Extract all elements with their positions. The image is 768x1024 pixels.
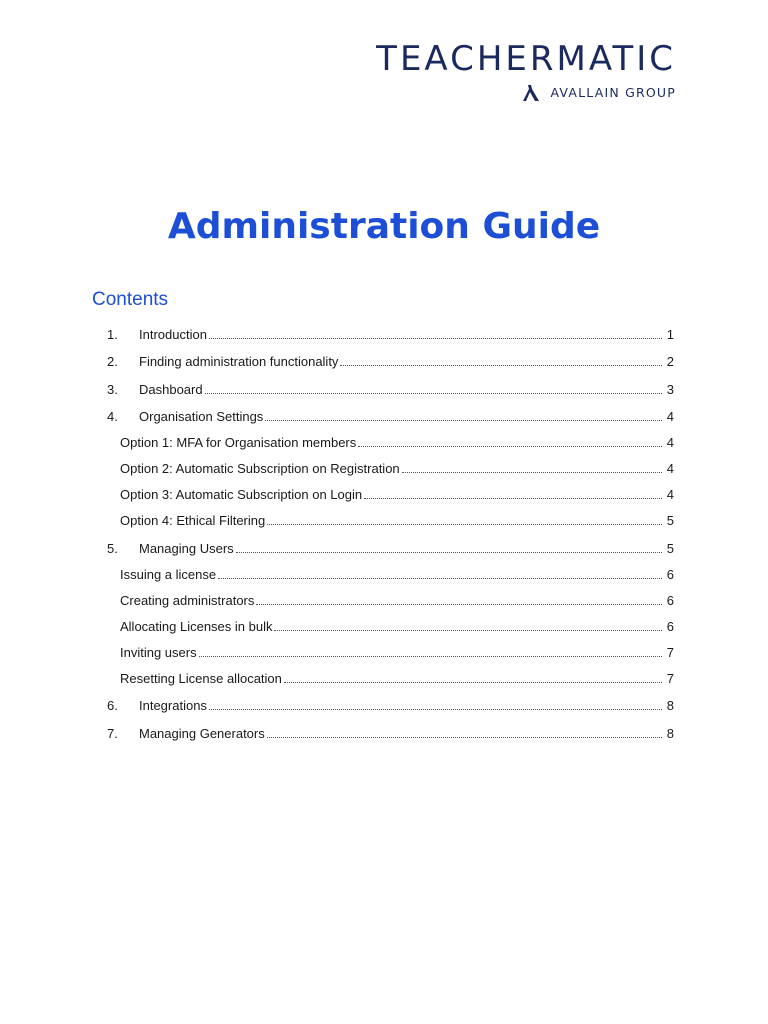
- toc-entry[interactable]: [92, 556, 674, 582]
- toc-entry-title[interactable]: Resetting License allocation: [120, 670, 282, 686]
- brand-logo: [376, 40, 676, 102]
- toc-entry-page: 4: [666, 409, 674, 424]
- toc-entry-title[interactable]: Option 2: Automatic Subscription on Registration: [120, 461, 400, 476]
- contents-heading: Contents: [92, 289, 169, 310]
- toc-entry-title[interactable]: Allocating Licenses in bulk: [120, 618, 273, 634]
- toc-leader-dots: [199, 655, 662, 657]
- toc-entry-title[interactable]: Introduction: [139, 326, 207, 342]
- toc-entry[interactable]: [92, 686, 674, 714]
- toc-entry-page: 4: [666, 461, 674, 476]
- toc-entry-page: 8: [666, 725, 674, 741]
- table-of-contents: [92, 314, 674, 741]
- toc-entry-title[interactable]: Integrations: [139, 698, 207, 713]
- toc-entry-number: 3.: [107, 381, 118, 397]
- toc-entry-title[interactable]: Option 1: MFA for Organisation members: [120, 435, 357, 450]
- toc-entry-title[interactable]: Option 4: Ethical Filtering: [120, 513, 266, 528]
- toc-leader-dots: [267, 523, 662, 525]
- toc-leader-dots: [236, 551, 662, 553]
- toc-entry[interactable]: [92, 369, 674, 397]
- toc-leader-dots: [218, 577, 662, 579]
- toc-entry[interactable]: [92, 660, 674, 686]
- toc-entry-page: 7: [666, 644, 674, 660]
- toc-entry[interactable]: [92, 528, 674, 556]
- toc-entry-number: 6.: [107, 698, 118, 713]
- toc-entry-title[interactable]: Dashboard: [139, 381, 203, 397]
- toc-entry[interactable]: [92, 424, 674, 450]
- toc-leader-dots: [209, 337, 662, 339]
- brand-wordmark: TEACHERMATIC: [376, 39, 676, 79]
- toc-entry-page: 4: [666, 487, 674, 502]
- toc-entry[interactable]: [92, 476, 674, 502]
- toc-entry-number: 4.: [107, 409, 118, 424]
- toc-entry[interactable]: [92, 634, 674, 660]
- toc-entry-number: 1.: [107, 326, 118, 342]
- toc-entry-title[interactable]: Option 3: Automatic Subscription on Login: [120, 487, 363, 502]
- toc-leader-dots: [209, 708, 662, 710]
- toc-entry[interactable]: [92, 608, 674, 634]
- toc-entry-page: 4: [666, 435, 674, 450]
- toc-entry-title[interactable]: Managing Users: [139, 540, 234, 556]
- brand-subline: [376, 84, 676, 102]
- toc-entry[interactable]: [92, 582, 674, 608]
- toc-entry-page: 5: [666, 513, 674, 528]
- toc-leader-dots: [358, 445, 662, 447]
- toc-entry-page: 1: [666, 326, 674, 342]
- toc-leader-dots: [364, 497, 662, 499]
- toc-leader-dots: [256, 603, 662, 605]
- toc-entry-number: 2.: [107, 354, 118, 369]
- page-title: Administration Guide: [167, 206, 601, 248]
- toc-leader-dots: [267, 736, 662, 738]
- toc-entry[interactable]: [92, 314, 674, 342]
- toc-leader-dots: [402, 471, 662, 473]
- toc-leader-dots: [274, 629, 662, 631]
- toc-entry-title[interactable]: Issuing a license: [120, 566, 217, 582]
- toc-leader-dots: [265, 419, 662, 421]
- toc-entry-title[interactable]: Finding administration functionality: [139, 354, 339, 369]
- toc-entry-page: 2: [666, 354, 674, 369]
- toc-entry[interactable]: [92, 502, 674, 528]
- toc-entry-title[interactable]: Organisation Settings: [139, 409, 264, 424]
- toc-entry[interactable]: [92, 713, 674, 741]
- toc-entry-number: 7.: [107, 725, 118, 741]
- toc-entry-page: 3: [666, 381, 674, 397]
- toc-entry-page: 7: [666, 670, 674, 686]
- toc-entry-page: 6: [666, 566, 674, 582]
- toc-entry-page: 6: [666, 592, 674, 608]
- toc-entry[interactable]: [92, 342, 674, 370]
- toc-entry-page: 6: [666, 618, 674, 634]
- toc-leader-dots: [340, 364, 662, 366]
- toc-leader-dots: [284, 681, 662, 683]
- toc-entry[interactable]: [92, 397, 674, 425]
- toc-entry-number: 5.: [107, 540, 118, 556]
- toc-entry-page: 5: [666, 540, 674, 556]
- toc-entry-title[interactable]: Managing Generators: [139, 725, 265, 741]
- toc-entry-title[interactable]: Creating administrators: [120, 592, 255, 608]
- toc-entry-title[interactable]: Inviting users: [120, 644, 197, 660]
- toc-entry-page: 8: [666, 698, 674, 713]
- brand-group-name: AVALLAIN GROUP: [550, 85, 676, 100]
- toc-entry[interactable]: [92, 450, 674, 476]
- toc-leader-dots: [205, 392, 662, 394]
- avallain-mark-icon: [522, 84, 542, 102]
